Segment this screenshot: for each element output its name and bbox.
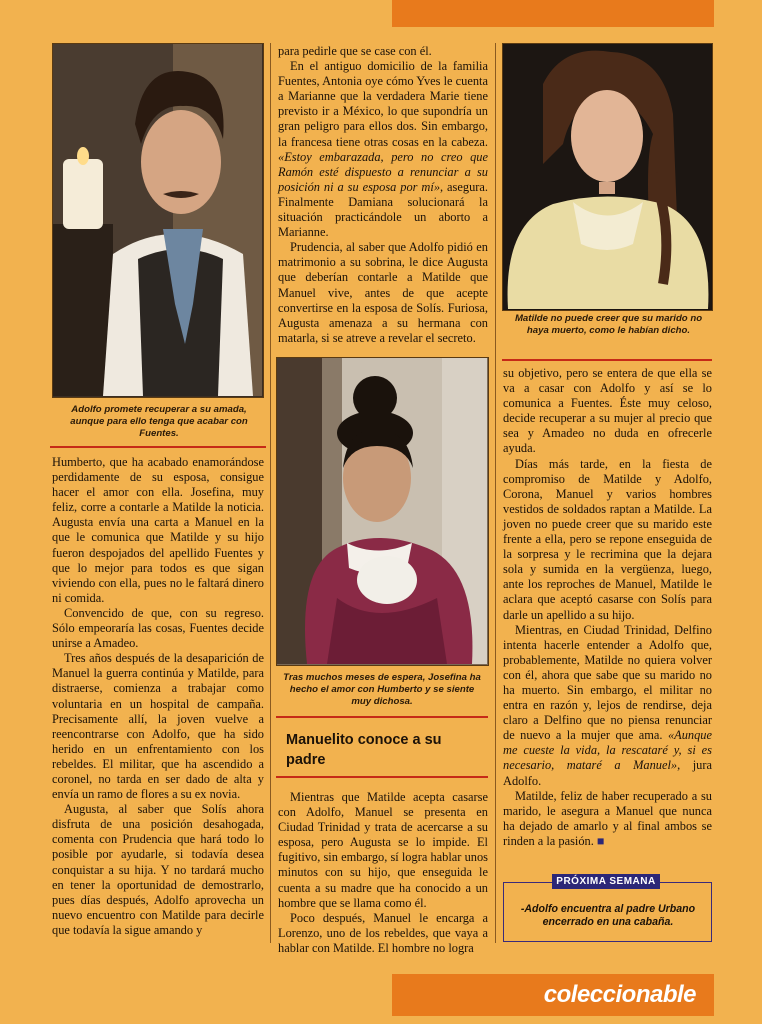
col3-paragraph-1: Días más tarde, en la fiesta de compromiso de Matilde y Adolfo, Corona, Manuel y varios hombres vestidos de soldados raptan a Matilde. La joven no puede creer que su marido este frente a ella, pero se repone enseguida de la sorpresa y le recrimina que la dejara sola y sumida en la vergüenza, luego, ante los reproches de Manuel, Matilde le aclara que aceptó casarse con Solís para darle un apellido a su hijo. bbox=[503, 456, 712, 622]
col3-paragraph-3 bbox=[503, 789, 712, 849]
col3-paragraph-0: su objetivo, pero se entera de que ella se va a casar con Adolfo y así se lo comunica a Fuentes. Éste muy celoso, decide recuperar a su mujer al precio que sea y Amadeo no duda en ofrecerle ayuda. bbox=[503, 366, 712, 456]
column-3 bbox=[503, 366, 712, 849]
col2-paragraph-2: Prudencia, al saber que Adolfo pidió en matrimonio a su sobrina, le dice Augusta que deberían contarle a Matilde que Manuel vive, antes de que acepte convertirse en la esposa de Solís. Furiosa, Augusta amenaza a su hermana con matarla, si se atreve a revelar el secreto. bbox=[278, 240, 488, 345]
col2-quote: «Estoy embarazada, pero no creo que Ramón esté dispuesto a renunciar a su posición ni a su esposa por mí» bbox=[278, 149, 488, 194]
column-2-top bbox=[278, 44, 488, 346]
adolfo-photo bbox=[52, 43, 264, 398]
column-rule-2 bbox=[495, 43, 496, 943]
footer-bar bbox=[392, 974, 714, 1016]
col2-paragraph-4: Poco después, Manuel le encarga a Lorenzo, uno de los rebeldes, que vaya a hablar con Matilde. El hombre no logra bbox=[278, 910, 488, 955]
footer-label: coleccionable bbox=[543, 981, 696, 1008]
matilde-illustration bbox=[503, 44, 711, 309]
column-1 bbox=[52, 455, 264, 938]
header-bar bbox=[392, 0, 714, 27]
col2-divider-1 bbox=[276, 716, 488, 718]
col3-paragraph-3-text: Matilde, feliz de haber recuperado a su marido, le asegura a Manuel que nunca ha dejado de amarlo y al final ambos se rinden a la pasión. bbox=[503, 788, 712, 848]
end-mark-icon: ■ bbox=[596, 833, 605, 848]
col1-paragraph-3: Tres años después de la desaparición de Manuel la guerra continúa y Matilde, para distraerse, comienza a trabajar como voluntaria en un hospital de campaña. Precisamente allí, la joven vuelve a reencontrarse con Adolfo, que ha sido herido en un enfrentamiento con los rebeldes. El militar, que ha ascendido a coronel, no tarda en ser dado de alta y envía un ramo de flores a su ex novia. bbox=[52, 651, 264, 802]
col1-paragraph-2: Convencido de que, con su regreso. Sólo empeoraría las cosas, Fuentes decide unirse a Amadeo. bbox=[52, 605, 264, 651]
col2-paragraph-1-text: En el antiguo domicilio de la familia Fuentes, Antonia oye cómo Yves le cuenta a Marianne que la verdadera Marie tiene previsto ir a México, lo que supondría un gran peligro para ellos dos. Sin embargo, la francesa tiene otras cosas en la cabeza. bbox=[278, 59, 488, 149]
adolfo-illustration bbox=[53, 44, 262, 396]
next-week-label: PRÓXIMA SEMANA bbox=[552, 874, 660, 889]
section-heading: Manuelito conoce a su padre bbox=[286, 732, 442, 768]
col2-divider-2 bbox=[276, 776, 488, 778]
col1-paragraph-4: Augusta, al saber que Solís ahora disfruta de una posición desahogada, comenta con Prudencia que hará todo lo posible por ayudarle, si todavía desea conquistar a su hija. Y no tardará mucho en tener la oportunidad de demostrarlo, pues días después, Adolfo aprovecha un nuevo encuentro con Matilde para decirle que todavía la sigue amando y bbox=[52, 802, 264, 937]
matilde-photo bbox=[502, 43, 713, 311]
josefina-illustration bbox=[277, 358, 487, 664]
col2-paragraph-0: para pedirle que se case con él. bbox=[278, 44, 432, 58]
matilde-caption: Matilde no puede creer que su marido no haya muerto, como le habían dicho. bbox=[514, 313, 703, 336]
col3-divider bbox=[502, 359, 712, 361]
column-2-bottom bbox=[278, 790, 488, 956]
josefina-photo bbox=[276, 357, 489, 666]
col2-paragraph-1 bbox=[278, 59, 488, 240]
col2-paragraph-1-end: , asegura. Finalmente Damiana solucionará la situación practicándole un aborto a Marianne. bbox=[278, 179, 488, 240]
col3-quote: «Aunque me cueste la vida, la rescataré y, si es necesario, mataré a Manuel» bbox=[503, 728, 712, 773]
col3-paragraph-2-text: Mientras, en Ciudad Trinidad, Delfino intenta hacerle entender a Adolfo que, probablemente, Matilde no quiera volver con él, ahora que sabe que su marido no ha muerto. Sin embargo, el militar no entra en razón y, lejos de rendirse, deja claro a Delfino que no piensa renunciar de nuevo a la mujer que ama. bbox=[503, 622, 712, 743]
col3-paragraph-2-end: , jura Adolfo. bbox=[503, 758, 712, 788]
col3-paragraph-2 bbox=[503, 623, 712, 789]
column-rule-1 bbox=[270, 43, 271, 943]
adolfo-caption: Adolfo promete recuperar a su amada, aunque para ello tenga que acabar con Fuentes. bbox=[70, 404, 248, 439]
col1-paragraph-1: Humberto, que ha acabado enamorándose perdidamente de su esposa, consigue hacer el amor con ella. Josefina, muy feliz, corre a contarle a Matilde la noticia. Augusta envía una carta a Manuel en la que le comunica que Matilde y su hijo fueron despojados del apellido Fuentes y que lo mejor para todos es que sigan viviendo con ella, pues no le faltará dinero ni comida. bbox=[52, 455, 264, 605]
josefina-caption: Tras muchos meses de espera, Josefina ha hecho el amor con Humberto y se siente muy dichosa. bbox=[283, 672, 481, 707]
col1-divider bbox=[50, 446, 266, 448]
col2-paragraph-3: Mientras que Matilde acepta casarse con Adolfo, Manuel se presenta en Ciudad Trinidad y trata de acercarse a su esposa, pero Augusta se lo impide. El fugitivo, sin embargo, sí logra hablar unos minutos con su hijo, que enseguida le cuenta a su madre que ha conocido a un hombre que se llama como él. bbox=[278, 790, 488, 910]
next-week-text: -Adolfo encuentra al padre Urbano encerrado en una cabaña. bbox=[520, 903, 696, 928]
